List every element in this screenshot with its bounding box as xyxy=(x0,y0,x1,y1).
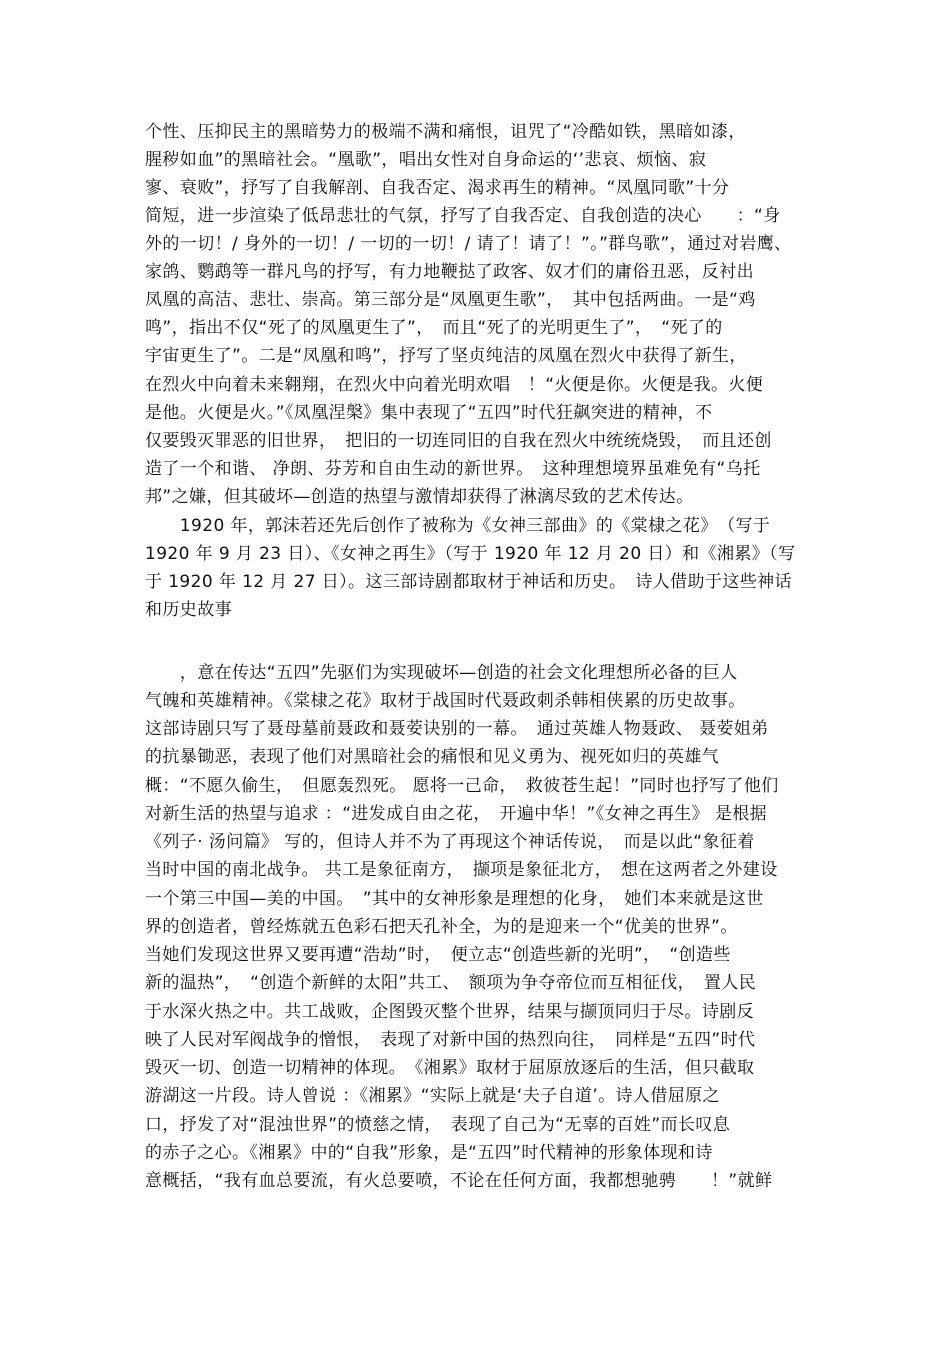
text-line: 当时中国的南北战争。 共工是象征南方， 撷项是象征北方， 想在这两者之外建设 xyxy=(145,860,778,880)
text-line: 《列子· 汤问篇》 写的，但诗人并不为了再现这个神话传说， 而是以此“象征着 xyxy=(145,832,755,852)
text-line: 1920 年，郭沫若还先后创作了被称为《女神三部曲》的《棠棣之花》 （写于 xyxy=(145,516,771,536)
text-line: 仅要毁灭罪恶的旧世界， 把旧的一切连同旧的自我在烈火中统统烧毁， 而且还创 xyxy=(145,431,772,451)
text-line: 在烈火中向着未来翱翔，在烈火中向着光明欢唱 ！“火便是你。火便是我。火便 xyxy=(145,375,764,395)
text-line: 简短，进一步渲染了低昂悲壮的气氛，抒写了自我否定、自我创造的决心 ：“身 xyxy=(145,206,781,226)
text-line: 1920 年 9 月 23 日）、《女神之再生》（写于 1920 年 12 月 20 日）和《湘累》（写 xyxy=(145,544,796,564)
text-line: 和历史故事 xyxy=(145,600,232,620)
text-line: 的抗暴锄恶，表现了他们对黑暗社会的痛恨和见义勇为、视死如归的英雄气 xyxy=(145,747,720,767)
text-line: 鸣”，指出不仅“死了的凤凰更生了”， 而且“死了的光明更生了”， “死了的 xyxy=(145,318,723,338)
text-line: 腥秽如血”的黑暗社会。“凰歌”，唱出女性对自身命运的‘’悲哀、烦恼、寂 xyxy=(145,150,707,170)
text-line: 映了人民对军阀战争的憎恨， 表现了对新中国的热烈向往， 同样是“五四”时代 xyxy=(145,1030,756,1050)
text-line: 造了一个和谐、 净朗、芬芳和自由生动的新世界。 这种理想境界虽难免有“乌托 xyxy=(145,459,761,479)
text-line: 于 1920 年 12 月 27 日）。这三部诗剧都取材于神话和历史。 诗人借助于这些神话 xyxy=(145,572,792,592)
text-line: 宇宙更生了”。二是“凤凰和鸣”，抒写了坚贞纯洁的凤凰在烈火中获得了新生， xyxy=(145,346,747,366)
text-line: 寥、衰败”，抒写了自我解剖、自我否定、渴求再生的精神。“凤凰同歌”十分 xyxy=(145,178,730,198)
text-line: 凤凰的高洁、悲壮、崇高。第三部分是“凤凰更生歌”， 其中包括两曲。一是“鸡 xyxy=(145,290,756,310)
text-line: 意概括，“我有血总要流，有火总要喷，不论在任何方面，我都想驰骋 ！”就鲜 xyxy=(145,1171,773,1191)
text-line: 外的一切！/ 身外的一切！/ 一切的一切！/ 请了！请了！”。”群鸟歌”，通过对岩鹰、 xyxy=(145,234,792,254)
text-line: 邦”之嫌，但其破坏—创造的热望与激情却获得了淋漓尽致的艺术传达。 xyxy=(145,487,694,507)
text-line: 界的创造者，曾经炼就五色彩石把天孔补全，为的是迎来一个“优美的世界”。 xyxy=(145,917,738,937)
text-line: 这部诗剧只写了聂母墓前聂政和聂荌诀别的一幕。 通过英雄人物聂政、 聂荌姐弟 xyxy=(145,719,769,739)
text-line: 新的温热”， “创造个新鲜的太阳”共工、 额项为争夺帝位而互相征伐， 置人民 xyxy=(145,973,757,993)
text-line: 气魄和英雄精神。《棠棣之花》取材于战国时代聂政刺杀韩相侠累的历史故事。 xyxy=(145,691,746,711)
text-line: 是他。火便是火。”《凤凰涅槃》集中表现了“五四”时代狂飙突进的精神，不 xyxy=(145,403,713,423)
text-line: 一个第三中国—美的中国。 ”其中的女神形象是理想的化身， 她们本来就是这世 xyxy=(145,889,764,909)
text-line: 个性、压抑民主的黑暗势力的极端不满和痛恨，诅咒了“冷酷如铁，黑暗如漆， xyxy=(145,122,746,142)
text-line: 家鸽、鹦鹉等一群凡鸟的抒写，有力地鞭挞了政客、奴才们的庸俗丑恶，反衬出 xyxy=(145,262,754,282)
text-line: 于水深火热之中。共工战败，企图毁灭整个世界，结果与撷顶同归于尽。诗剧反 xyxy=(145,1002,754,1022)
text-line: 对新生活的热望与追求 ：“进发成自由之花， 开遍中华！”《女神之再生》 是根据 xyxy=(145,804,768,824)
text-line: 的赤子之心。《湘累》中的“自我”形象，是“五四”时代精神的形象体现和诗 xyxy=(145,1143,713,1163)
text-line: 毁灭一切、创造一切精神的体现。 《湘累》取材于屈原放逐后的生活，但只截取 xyxy=(145,1058,755,1078)
text-line: 概：“不愿久偷生， 但愿轰烈死。 愿将一己命， 救彼苍生起！”同时也抒写了他们 xyxy=(145,776,779,796)
text-line: ，意在传达“五四”先驱们为实现破坏—创造的社会文化理想所必备的巨人 xyxy=(145,663,738,683)
text-line: 口，抒发了对“混浊世界”的愤慈之情， 表现了自己为“无辜的百姓”而长叹息 xyxy=(145,1115,731,1135)
text-line: 当她们发现这世界又要再遭“浩劫”时， 便立志“创造些新的光明”， “创造些 xyxy=(145,945,731,965)
text-line: 游湖这一片段。诗人曾说 ：《湘累》“实际上就是‘夫子自道’。诗人借屈原之 xyxy=(145,1086,720,1106)
